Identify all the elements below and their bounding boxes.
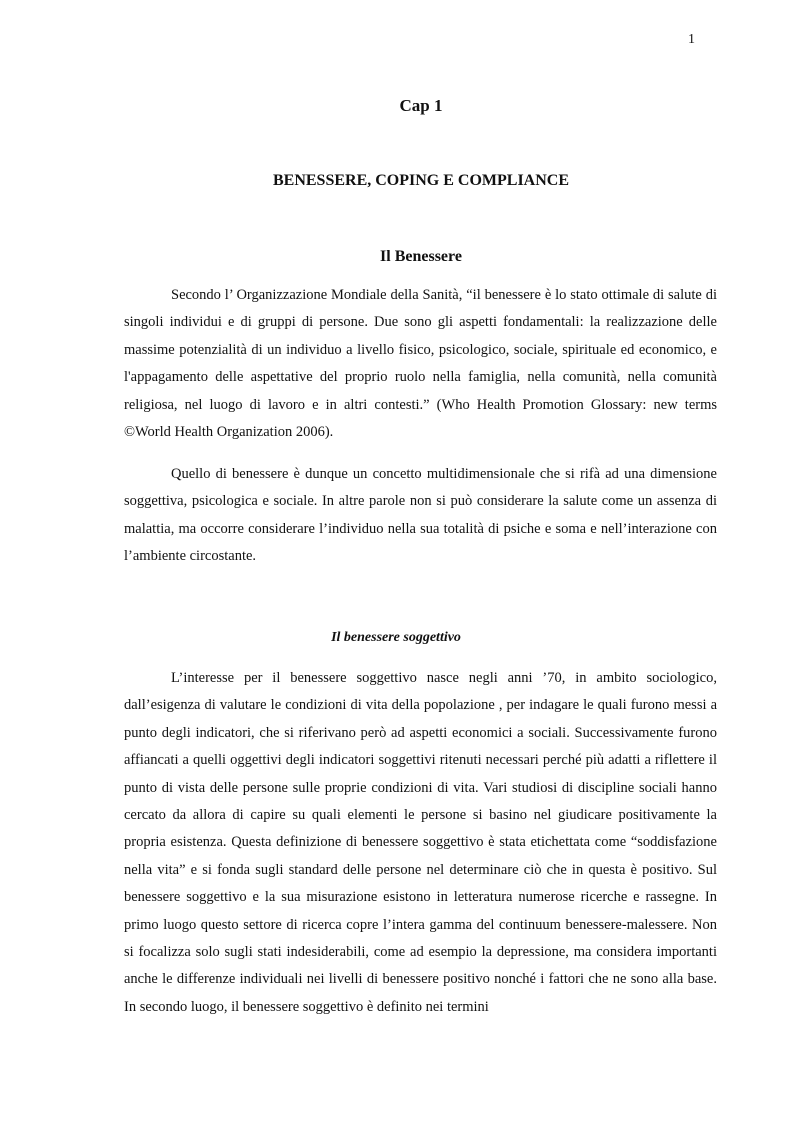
chapter-number: Cap 1 bbox=[399, 96, 443, 115]
paragraph-multidimensional: Quello di benessere è dunque un concetto multidimensionale che si rifà ad una dimensione soggettiva, psicologica e sociale. In altre parole non si può considerare la salute come un assenza di malattia, ma occorre considerare l’individuo nella sua totalità di psiche e soma e nell’interazione con l’ambiente circostante. bbox=[124, 466, 717, 565]
paragraph-definition: Secondo l’ Organizzazione Mondiale della Sanità, “il benessere è lo stato ottimale di salute di singoli individui e di gruppi di persone. Due sono gli aspetti fondamentali: la realizzazione delle massime potenzialità di un individuo a livello fisico, psicologico, sociale, spirituale ed economico, e l'appagamento delle aspettative del proprio ruolo nella famiglia, nella comunità, nella comunità religiosa, nel luogo di lavoro e in altri contesti.” (Who Health Promotion Glossary: new terms ©World Health Organization 2006). bbox=[124, 287, 717, 441]
section-title: Il Benessere bbox=[380, 248, 462, 265]
page-number: 1 bbox=[688, 32, 695, 47]
chapter-title: BENESSERE, COPING E COMPLIANCE bbox=[272, 172, 570, 189]
subsection-title: Il benessere soggettivo bbox=[331, 630, 461, 645]
paragraph-subjective-wellbeing: L’interesse per il benessere soggettivo nasce negli anni ’70, in ambito sociologico, dall’esigenza di valutare le condizioni di vita della popolazione , per indagare le quali furono messi a punto degli indicatori, che si riferivano però ad aspetti economici a sociali. Successivamente furono affiancati a quelli oggettivi degli indicatori soggettivi ritenuti necessari perché più adatti a riflettere il punto di vista delle persone sulle proprie condizioni di vita. Vari studiosi di discipline sociali hanno cercato da allora di capire su quali elementi le persone si basino nel giudicare positivamente la propria esistenza. Questa definizione di benessere soggettivo è stata etichettata come “soddisfazione nella vita” e si fonda sugli standard delle persone nel determinare ciò che in questa è positivo. Sul benessere soggettivo e la sua misurazione esistono in letteratura numerose ricerche e rassegne. In primo luogo questo settore di ricerca copre l’intera gamma del continuum benessere-malessere. Non si focalizza solo sugli stati indesiderabili, come ad esempio la depressione, ma considera importanti anche le differenze individuali nei livelli di benessere positivo nonché i fattori che ne sono alla base. In secondo luogo, il benessere soggettivo è definito nei termini bbox=[124, 670, 717, 1015]
